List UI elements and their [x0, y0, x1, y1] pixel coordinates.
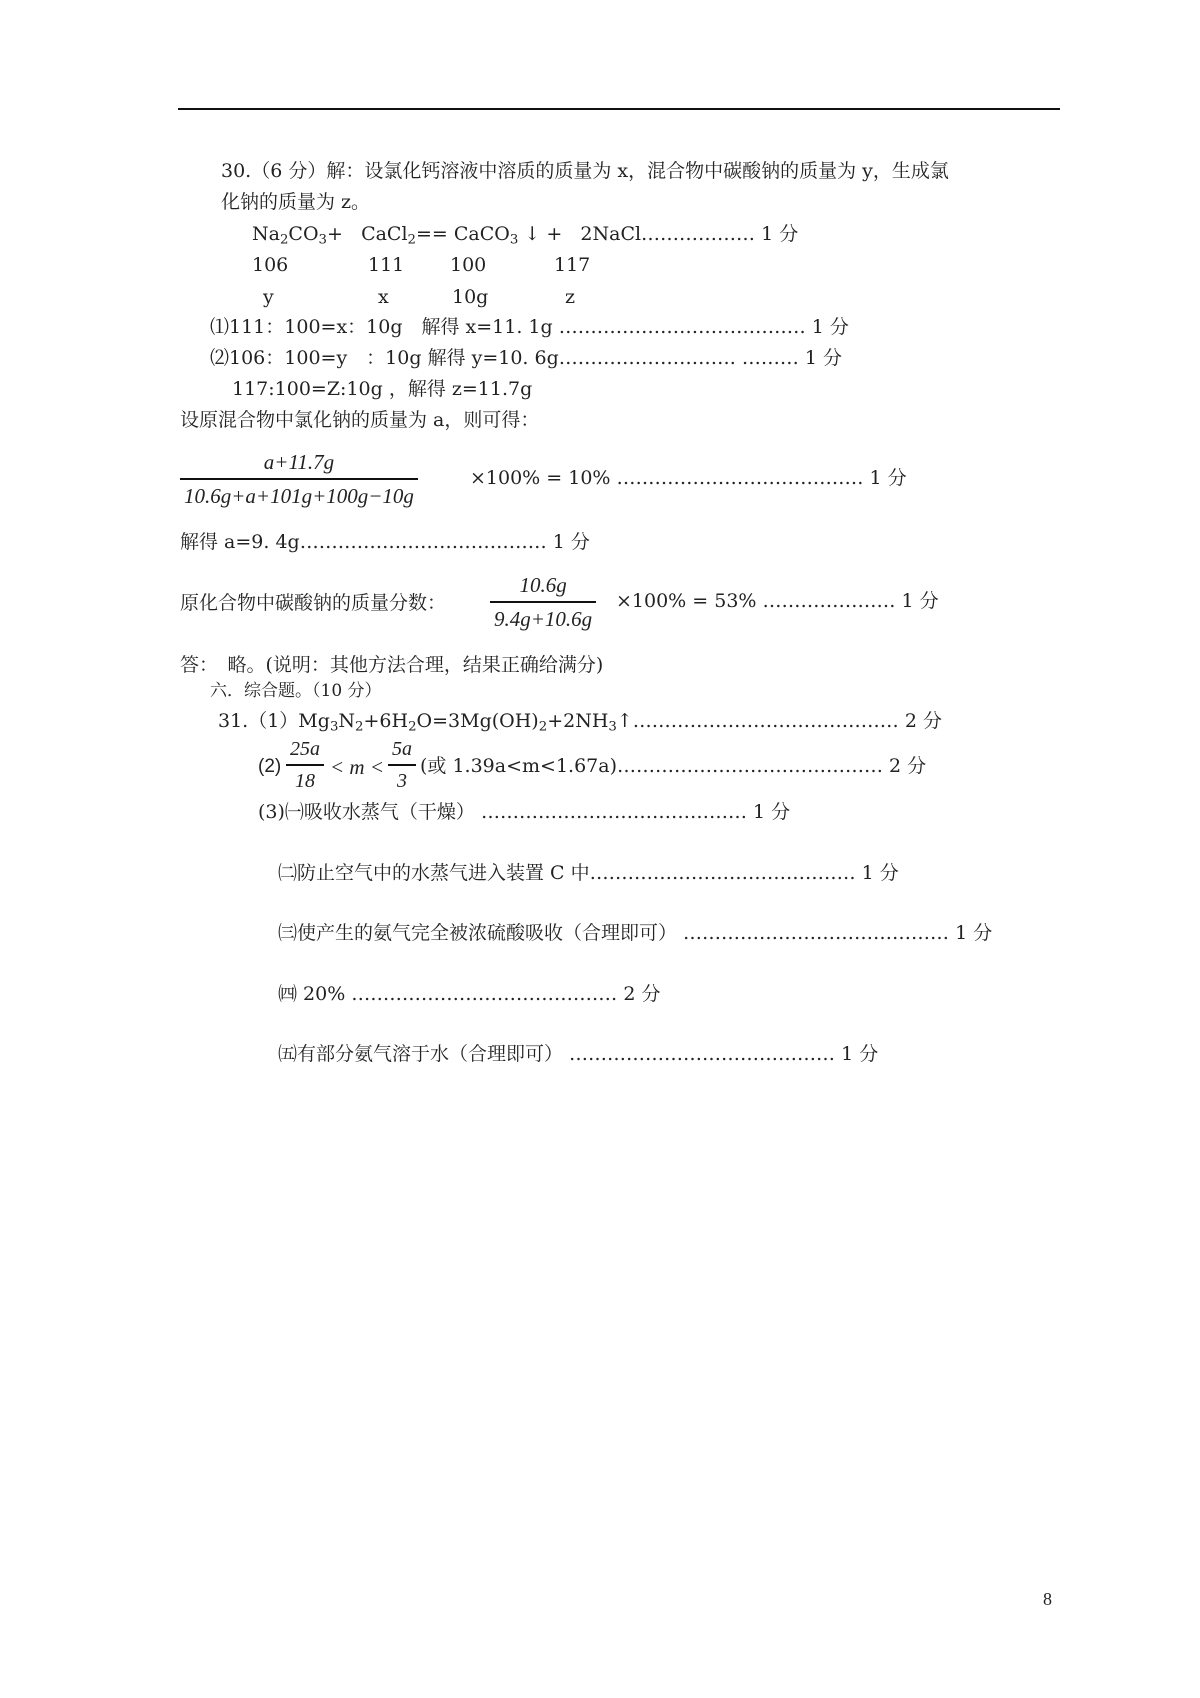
fraction-numerator: 10.6g [519, 573, 567, 597]
page-number: 8 [1043, 1589, 1052, 1609]
range-inequality: < m < [330, 755, 385, 779]
q31-part3-4: ㈣ 20% …………………………………… 2 分 [278, 983, 661, 1005]
section-heading: 六．综合题。（10 分） [210, 681, 382, 701]
step-1: ⑴111：100=x：10g 解得 x=11. 1g ………………………………… 1 分 [210, 316, 849, 338]
q31-part3-5: ㈤有部分氨气溶于水（合理即可） …………………………………… 1 分 [278, 1043, 879, 1065]
step-3: 117:100=Z:10g ，解得 z=11.7g [232, 378, 533, 400]
q31-part3-2: ㈡防止空气中的水蒸气进入装置 C 中…………………………………… 1 分 [278, 862, 899, 884]
q30-intro-line1: 30.（6 分）解：设氯化钙溶液中溶质的质量为 x，混合物中碳酸钠的质量为 y，生成氯 [221, 160, 949, 182]
var-x: x [378, 286, 389, 308]
q31-part2-tail: (或 1.39a<m<1.67a)…………………………………… 2 分 [420, 755, 927, 777]
molar-mass-caco3: 100 [450, 254, 487, 276]
q30-intro-line2: 化钠的质量为 z。 [221, 191, 371, 213]
q31-part3-3: ㈢使产生的氨气完全被浓硫酸吸收（合理即可） …………………………………… 1 分 [278, 922, 993, 944]
var-z: z [565, 286, 576, 308]
mass-fraction-label: 原化合物中碳酸钠的质量分数： [180, 592, 447, 614]
q31-part3-1: (3)㈠吸收水蒸气（干燥） …………………………………… 1 分 [258, 801, 791, 823]
fraction2-result: ×100% = 53% ………………… 1 分 [616, 590, 939, 612]
fraction-numerator: 5a [392, 738, 412, 760]
fraction-numerator: 25a [290, 738, 320, 760]
fraction1-result: ×100% = 10% ………………………………… 1 分 [470, 467, 907, 489]
range-upper-fraction [388, 738, 416, 793]
sodium-carbonate-fraction [490, 573, 596, 632]
header-rule [178, 108, 1060, 110]
sodium-chloride-fraction [180, 450, 418, 509]
q31-part1: $31.(1)Mg_3N_2+6H_2O=3Mg(OH)_2+2NH_3↑\dots\dots\dots\dots\dots\dots\dots\dots\dots\dots\dots\dots\dots\dots$ 2 分 [218, 710, 942, 735]
var-10g: 10g [452, 286, 489, 308]
molar-mass-cacl2: 111 [368, 254, 405, 276]
set-a-line: 设原混合物中氯化钠的质量为 a，则可得： [180, 409, 540, 431]
step-2: ⑵106：100=y ：10g 解得 y=10. 6g………………………. ……… 1 分 [210, 347, 843, 369]
chemical-equation: $Na_2CO_3+$ CaCl$_2$== CaCO$_3$ ↓ + 2NaCl……………… 1 分 [252, 223, 799, 248]
var-y: y [263, 286, 274, 308]
molar-mass-na2co3: 106 [252, 254, 289, 276]
solve-a-line: 解得 a=9. 4g………………………………… 1 分 [180, 531, 590, 553]
fraction-denominator: 18 [295, 769, 315, 792]
q31-part2-label: (2) [258, 756, 282, 777]
fraction-numerator: a+11.7g [263, 450, 335, 474]
fraction-denominator: 3 [397, 769, 407, 792]
answer-line: 答： 略。(说明：其他方法合理，结果正确给满分) [180, 654, 604, 676]
fraction-denominator: 9.4g+10.6g [494, 606, 593, 631]
range-lower-fraction [286, 738, 324, 793]
molar-mass-nacl: 117 [554, 254, 591, 276]
fraction-denominator: 10.6g+a+101g+100g−10g [184, 483, 414, 508]
